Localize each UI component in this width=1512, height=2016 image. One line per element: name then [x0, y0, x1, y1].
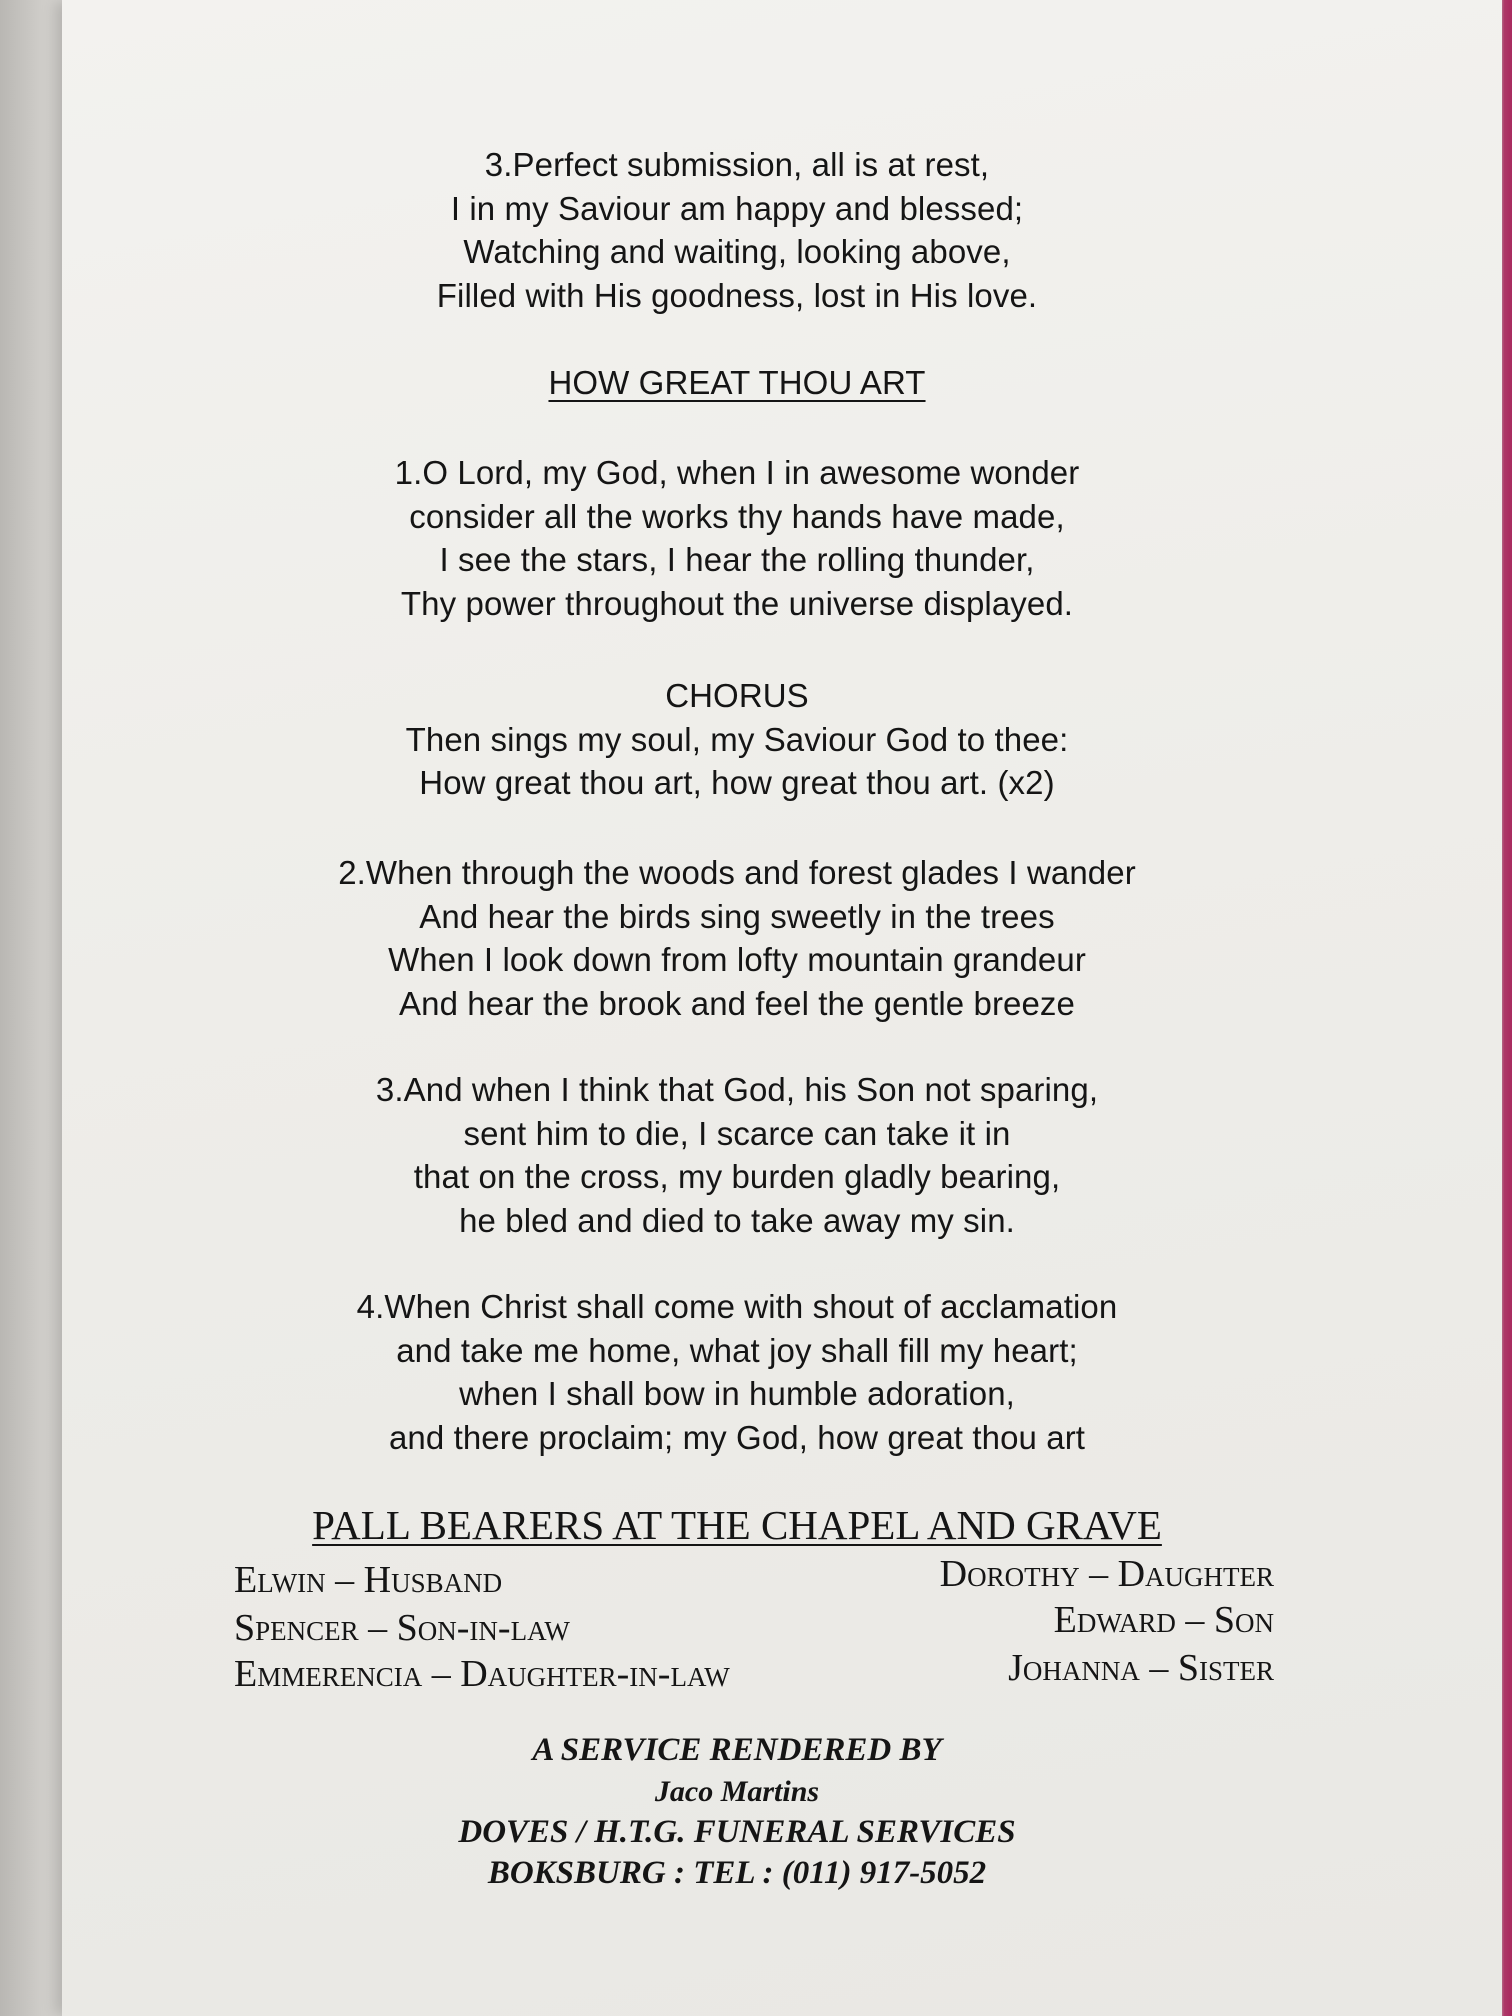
verse-line: 3.Perfect submission, all is at rest, [484, 146, 990, 183]
verse-line: 2.When through the woods and forest glades I wander [338, 854, 1136, 891]
verse-line: Filled with His goodness, lost in His love. [436, 276, 1038, 314]
background-shadow [0, 0, 70, 2016]
hymn-verse-4 [62, 1285, 1412, 1459]
chorus-line: How great thou art, how great thou art. (x2) [419, 764, 1055, 801]
verse-line: 3.And when I think that God, his Son not sparing, [375, 1071, 1099, 1108]
chorus-heading: CHORUS [665, 677, 809, 714]
service-contact: BOKSBURG : TEL : (011) 917-5052 [487, 1855, 987, 1891]
chorus-line: Then sings my soul, my Saviour God to thee: [405, 720, 1069, 758]
verse-line: consider all the works thy hands have made, [409, 497, 1065, 535]
verse-line: and take me home, what joy shall fill my heart; [396, 1331, 1078, 1369]
hymn-chorus [62, 674, 1412, 805]
verse-line: When I look down from lofty mountain grandeur [388, 941, 1086, 978]
verse-line: that on the cross, my burden gladly bearing, [413, 1158, 1061, 1195]
verse-line: And hear the brook and feel the gentle breeze [399, 984, 1075, 1022]
pall-bearer-name: Elwin – Husband [234, 1559, 503, 1601]
verse-line: he bled and died to take away my sin. [459, 1201, 1015, 1239]
pall-bearer-name: Emmerencia – Daughter-in-law [234, 1653, 730, 1695]
verse-line: 4.When Christ shall come with shout of acclamation [356, 1288, 1118, 1325]
service-heading: A SERVICE RENDERED BY [532, 1732, 942, 1768]
verse-line: Thy power throughout the universe displayed. [400, 584, 1074, 622]
verse-line: I in my Saviour am happy and blessed; [450, 189, 1024, 227]
service-company: DOVES / H.T.G. FUNERAL SERVICES [458, 1814, 1016, 1850]
pall-bearer-name: Edward – Son [1053, 1599, 1274, 1641]
pall-bearer-name: Johanna – Sister [1008, 1647, 1274, 1689]
verse-line: when I shall bow in humble adoration, [459, 1375, 1015, 1412]
programme-page [62, 0, 1502, 2016]
verse-line: and there proclaim; my God, how great thou art [388, 1418, 1086, 1456]
hymn-verse-2 [62, 851, 1412, 1025]
verse-line: Watching and waiting, looking above, [463, 233, 1011, 270]
verse-line: 1.O Lord, my God, when I in awesome wonder [394, 454, 1080, 491]
verse-line: And hear the birds sing sweetly in the trees [419, 897, 1055, 935]
pall-bearer-name: Spencer – Son-in-law [234, 1607, 570, 1649]
hymn-title-block [62, 361, 1412, 405]
pall-bearer-name: Dorothy – Daughter [939, 1553, 1274, 1595]
verse-line: sent him to die, I scarce can take it in [463, 1114, 1011, 1152]
hymn-title: HOW GREAT THOU ART [548, 364, 926, 401]
verse-3-previous-hymn [62, 143, 1412, 317]
hymn-verse-3 [62, 1068, 1412, 1242]
hymn-verse-1 [62, 451, 1412, 625]
service-credit [62, 1730, 1412, 1894]
verse-line: I see the stars, I hear the rolling thunder, [439, 541, 1035, 578]
pall-bearers-title: PALL BEARERS AT THE CHAPEL AND GRAVE [312, 1502, 1162, 1548]
service-person: Jaco Martins [654, 1775, 820, 1808]
